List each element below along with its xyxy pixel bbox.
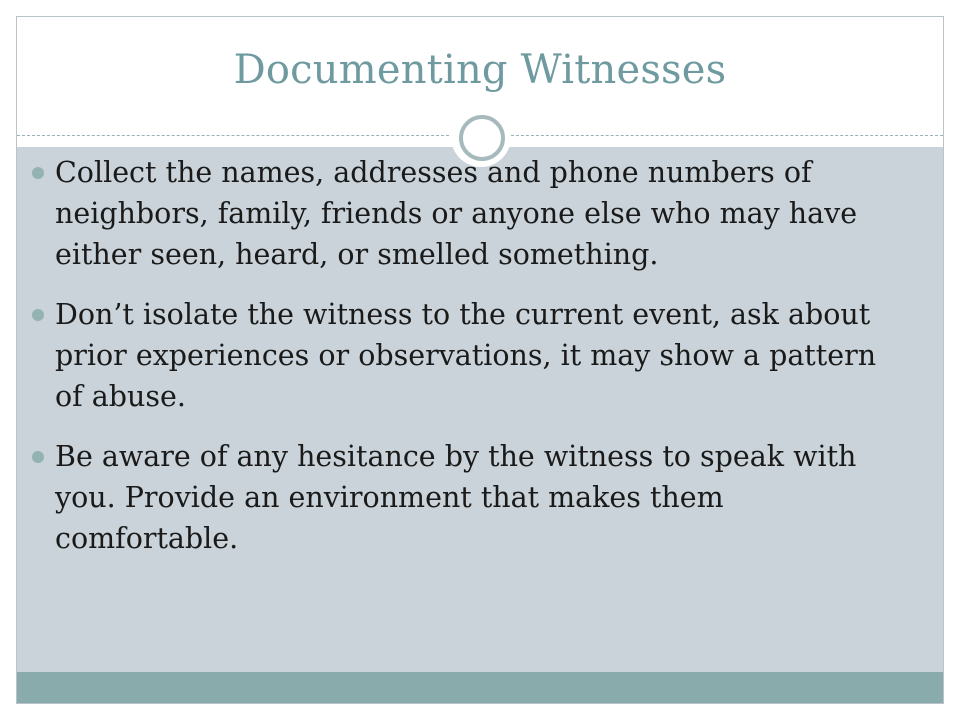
footer-bar [17, 672, 943, 704]
bullet-text: Be aware of any hesitance by the witness to speak with you. Provide an environment that makes them comfortable. [55, 440, 857, 555]
bullet-dot-icon [32, 309, 44, 321]
bullet-item [32, 436, 902, 559]
bullet-text: Don’t isolate the witness to the current event, ask about prior experiences or observations, it may show a pattern of abuse. [55, 298, 877, 413]
bullet-text: Collect the names, addresses and phone numbers of neighbors, family, friends or anyone else who may have either seen, heard, or smelled something. [55, 156, 858, 271]
bullet-dot-icon [32, 167, 44, 179]
bullet-item [32, 294, 902, 417]
bullet-list [32, 152, 902, 578]
bullet-item [32, 152, 902, 275]
slide-title: Documenting Witnesses [233, 47, 727, 93]
bullet-dot-icon [32, 451, 44, 463]
